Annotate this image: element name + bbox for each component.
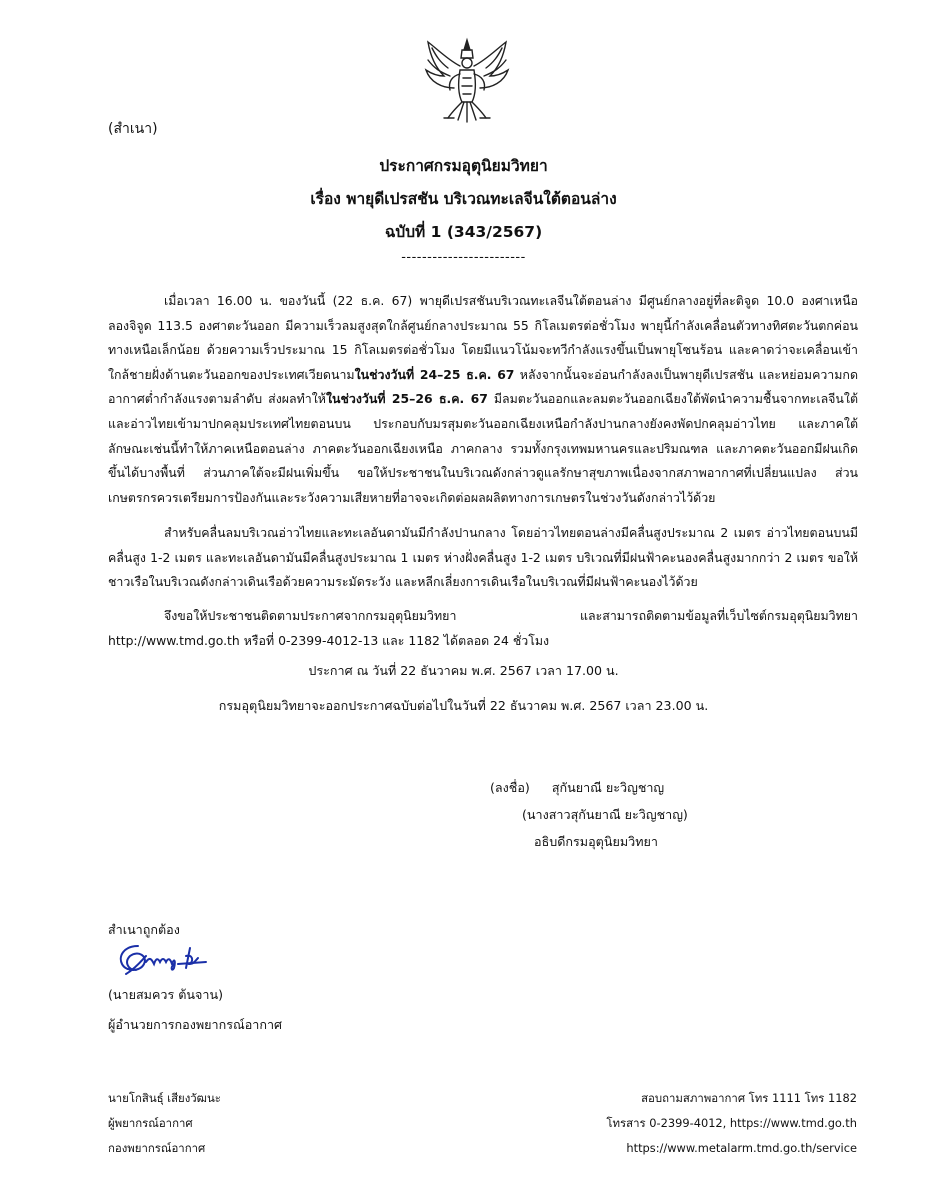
- next-issue-notice: กรมอุตุนิยมวิทยาจะออกประกาศฉบับต่อไปในวันที่ 22 ธันวาคม พ.ศ. 2567 เวลา 23.00 น.: [218, 698, 709, 713]
- announcement-date: ประกาศ ณ วันที่ 22 ธันวาคม พ.ศ. 2567 เวลา 17.00 น.: [308, 663, 619, 678]
- paragraph-follow-updates: จึงขอให้ประชาชนติดตามประกาศจากกรมอุตุนิยมวิทยา และสามารถติดตามข้อมูลที่เว็บไซต์กรมอุตุนิยมวิทยา http://www.tmd.go.th หรือที่ 0-2399-4012-13 และ 1182 ได้ตลอด 24 ชั่วโมง: [108, 608, 858, 648]
- forecaster-role: ผู้พยากรณ์อากาศ: [108, 1116, 193, 1130]
- signature-line: [490, 778, 664, 798]
- contact-service-link[interactable]: https://www.metalarm.tmd.go.th/service: [626, 1141, 857, 1155]
- signer-position: อธิบดีกรมอุตุนิยมวิทยา: [534, 834, 658, 849]
- signed-label: (ลงชื่อ): [490, 780, 530, 795]
- forecaster-division: กองพยากรณ์อากาศ: [108, 1141, 206, 1155]
- signed-name: สุกันยาณี ยะวิญชาญ: [551, 780, 665, 795]
- document-title: ประกาศกรมอุตุนิยมวิทยา: [379, 157, 548, 175]
- footer-forecaster: [108, 1086, 221, 1161]
- copy-label: (สำเนา): [108, 121, 158, 137]
- issue-number: ฉบับที่ 1 (343/2567): [384, 223, 543, 241]
- footer-contact: [606, 1086, 857, 1161]
- garuda-emblem-icon: [418, 36, 516, 124]
- handwritten-signature-icon: [116, 938, 208, 980]
- paragraph-storm-details: [108, 289, 858, 510]
- paragraph-text: เมื่อเวลา 16.00 น. ของวันนี้ (22 ธ.ค. 67) พายุดีเปรสชันบริเวณทะเลจีนใต้ตอนล่าง มีศูนย์กลางอยู่ที่ละติจูด 10.0 องศาเหนือ ลองจิจูด 113.5 องศาตะวันออก มีความเร็วลมสูงสุดใกล้ศูนย์กลางประมาณ 55 กิโลเมตรต่อชั่วโมง พายุนี้กำลังเคลื่อนตัวทางทิศตะวันตกค่อนทางเหนือเล็กน้อย ด้วยความเร็วประมาณ 15 กิโลเมตรต่อชั่วโมง โดยมีแนวโน้มจะทวีกำลังแรงขึ้นเป็นพายุโซนร้อน และคาดว่าจะเคลื่อนเข้าใกล้ชายฝั่งด้านตะวันออกของประเทศเวียดนาม: [108, 293, 858, 382]
- paragraph-text: มีลมตะวันออกและลมตะวันออกเฉียงใต้พัดนำความชื้นจากทะเลจีนใต้และอ่าวไทยเข้ามาปกคลุมประเทศไทยตอนบน ประกอบกับมรสุมตะวันออกเฉียงเหนือกำลังปานกลางยังคงพัดปกคลุมอ่าวไทย และภาคใต้ ลักษณะเช่นนี้ทำให้ภาคเหนือตอนล่าง ภาคตะวันออกเฉียงเหนือ ภาคกลาง รวมทั้งกรุงเทพมหานครและปริมณฑล และภาคตะวันออกมีฝนเกิดขึ้นได้บางพื้นที่ ส่วนภาคใต้จะมีฝนเพิ่มขึ้น ขอให้ประชาชนในบริเวณดังกล่าวดูแลรักษาสุขภาพเนื่องจากสภาพอากาศที่เปลี่ยนแปลง ส่วนเกษตรกรควรเตรียมการป้องกันและระวังความเสียหายที่อาจจะเกิดต่อผลผลิตทางการเกษตรในช่วงวันดังกล่าวไว้ด้วย: [108, 391, 858, 505]
- paragraph-text: หลังจากนั้นจะอ่อนกำลังลงเป็นพายุดีเปรสชัน และหย่อมความกดอากาศต่ำกำลังแรงตามลำดับ ส่งผลทำให้: [108, 366, 858, 407]
- bold-date-range: ในช่วงวันที่ 25–26 ธ.ค. 67: [325, 391, 488, 407]
- forecaster-name: นายโกสินธุ์ เสียงวัฒนะ: [108, 1091, 221, 1105]
- document-subject: เรื่อง พายุดีเปรสชัน บริเวณทะเลจีนใต้ตอนล่าง: [310, 190, 617, 208]
- paragraph-waves: สำหรับคลื่นลมบริเวณอ่าวไทยและทะเลอันดามันมีกำลังปานกลาง โดยอ่าวไทยตอนล่างมีคลื่นสูงประมาณ 2 เมตร อ่าวไทยตอนบนมีคลื่นสูง 1-2 เมตร และทะเลอันดามันมีคลื่นสูงประมาณ 1 เมตร ห่างฝั่งคลื่นสูง 1-2 เมตร บริเวณที่มีฝนฟ้าคะนองคลื่นสูงมากกว่า 2 เมตร ขอให้ชาวเรือในบริเวณดังกล่าวเดินเรือด้วยความระมัดระวัง และหลีกเลี่ยงการเดินเรือในบริเวณที่มีฝนฟ้าคะนองไว้ด้วย: [108, 525, 858, 590]
- certifier-name: (นายสมควร ต้นจาน): [108, 987, 223, 1002]
- bold-date-range: ในช่วงวันที่ 24–25 ธ.ค. 67: [354, 366, 515, 382]
- certifier-position: ผู้อำนวยการกองพยากรณ์อากาศ: [108, 1017, 283, 1032]
- certified-copy-label: สำเนาถูกต้อง: [108, 922, 180, 937]
- contact-phone: สอบถามสภาพอากาศ โทร 1111 โทร 1182: [641, 1091, 857, 1105]
- signer-full-name: (นางสาวสุกันยาณี ยะวิญชาญ): [522, 807, 688, 822]
- contact-fax-website: โทรสาร 0-2399-4012, https://www.tmd.go.th: [606, 1116, 857, 1130]
- title-separator: ------------------------: [401, 250, 526, 265]
